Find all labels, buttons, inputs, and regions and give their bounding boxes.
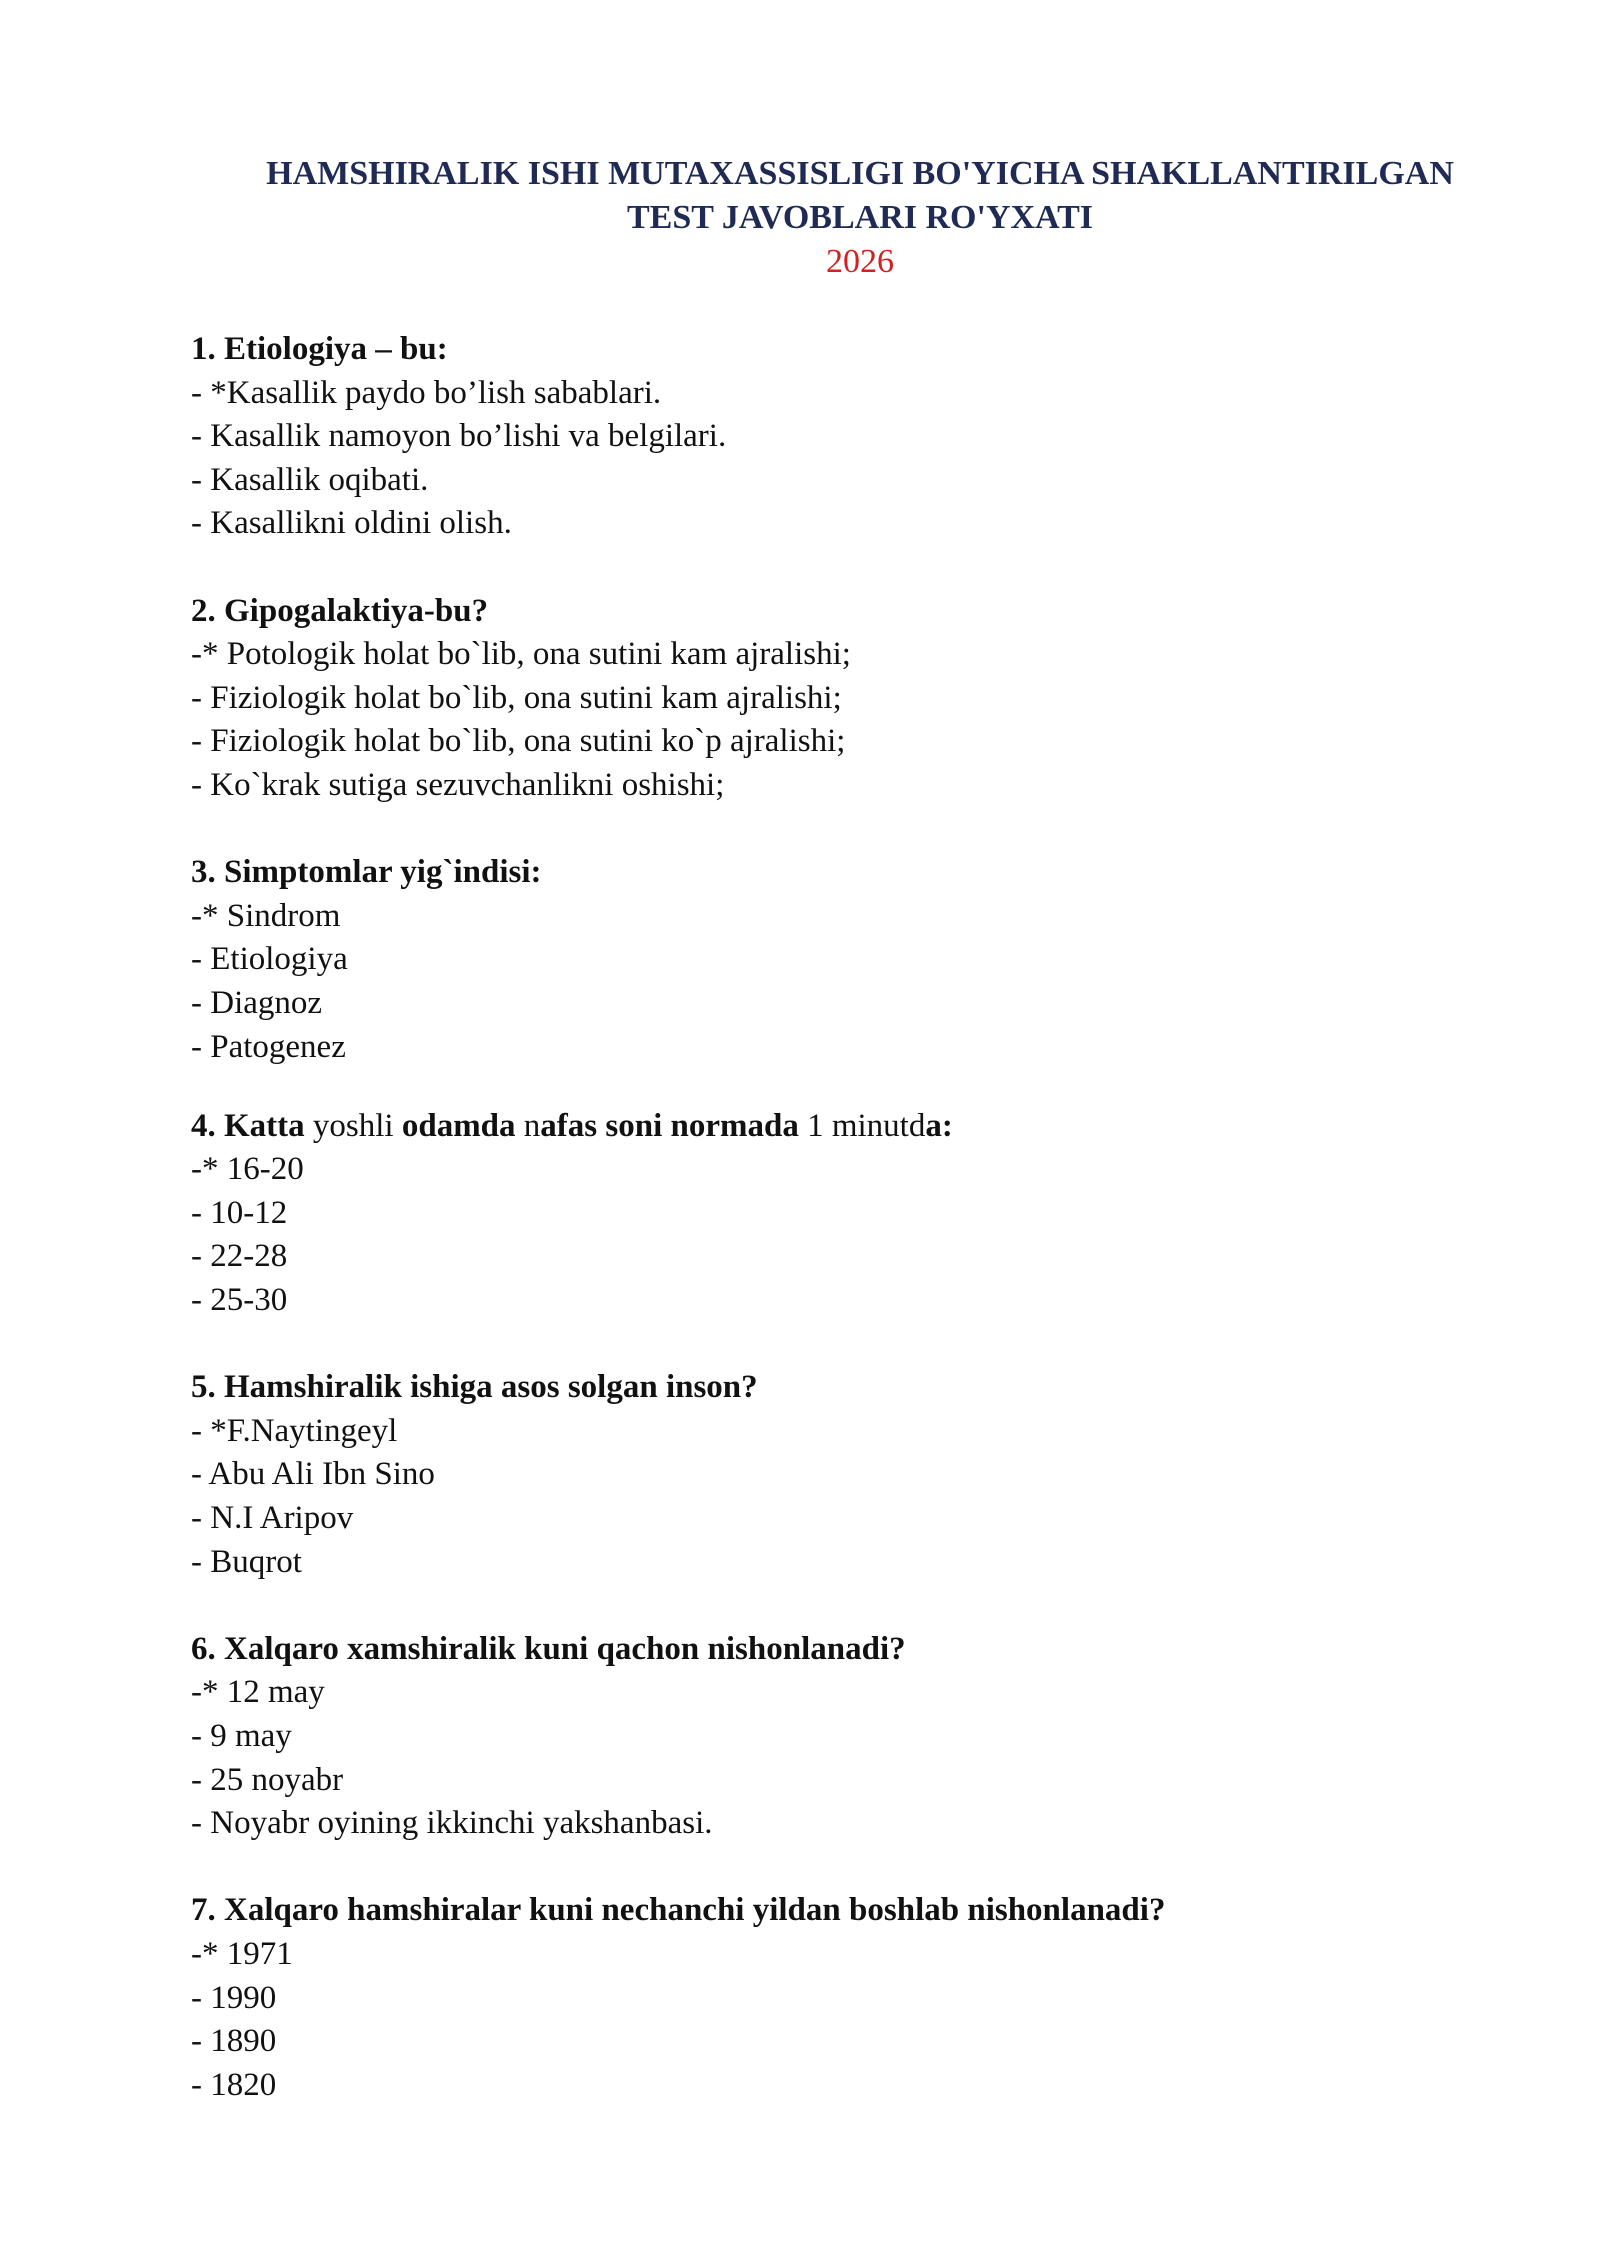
header-title-line-2: TEST JAVOBLARI RO'YXATI [626,199,1093,236]
question-title-part: yoshli [304,1107,402,1144]
answer-option: - 25 noyabr [191,1761,344,1798]
answer-option: - 22-28 [191,1238,288,1275]
question-3 [191,851,1511,1069]
answer-option: - 1890 [191,2023,277,2060]
answer-option: - Kasallik namoyon bo’lishi va belgilari. [191,418,727,455]
question-title: 1. Etiologiya – bu: [191,331,448,367]
question-title-part: n [515,1107,541,1144]
question-title: 6. Xalqaro xamshiralik kuni qachon nishonlanadi? [191,1630,906,1667]
question-title-part: 4. Katta [191,1107,305,1144]
answer-option: - Ko`krak sutiga sezuvchanlikni oshishi; [191,766,725,803]
question-title: 2. Gipogalaktiya-bu? [191,592,489,629]
answer-option: - 25-30 [191,1282,288,1319]
question-title: 3. Simptomlar yig`indisi: [191,854,542,891]
answer-option: - N.I Aripov [191,1500,354,1537]
answer-option: - 1990 [191,1979,277,2016]
question-list [191,328,1511,2151]
document-header [190,152,1530,284]
answer-option: -* 12 may [191,1674,325,1711]
answer-option: -* 16-20 [191,1151,304,1188]
header-title-line-1: HAMSHIRALIK ISHI MUTAXASSISLIGI BO'YICHA SHAKLLANTIRILGAN [266,155,1454,192]
question-title [191,1105,1511,1149]
answer-option: - 10-12 [191,1194,288,1231]
answer-option: - 9 may [191,1718,292,1754]
question-4 [191,1105,1511,1323]
answer-option: - Kasallik oqibati. [191,461,429,498]
question-title-part: 1 minutd [798,1107,926,1144]
question-title: 7. Xalqaro hamshiralar kuni nechanchi yildan boshlab nishonlanadi? [191,1892,1166,1929]
answer-option: - Noyabr oyining ikkinchi yakshanbasi. [191,1805,713,1842]
answer-option: - *F.Naytingeyl [191,1412,398,1449]
answer-option: -* Sindrom [191,897,341,934]
question-title-part: a: [925,1107,953,1144]
answer-option: -* Potologik holat bo`lib, ona sutini kam ajralishi; [191,636,851,673]
answer-option: - Etiologiya [191,941,348,978]
answer-option: - Fiziologik holat bo`lib, ona sutini kam ajralishi; [191,679,842,716]
answer-option: - 1820 [191,2066,277,2103]
question-title: 5. Hamshiralik ishiga asos solgan inson? [191,1369,758,1406]
question-title-part: afas soni normada [540,1107,799,1144]
question-2 [191,590,1511,808]
question-1 [191,328,1511,546]
answer-option: - Diagnoz [191,984,323,1021]
answer-option: -* 1971 [191,1935,293,1972]
header-year: 2026 [826,243,894,280]
question-7 [191,1889,1511,2107]
question-6 [191,1628,1511,1846]
answer-option: - Abu Ali Ibn Sino [191,1456,435,1493]
answer-option: - Patogenez [191,1028,346,1065]
question-title-part: odamda [401,1107,516,1144]
answer-option: - Fiziologik holat bo`lib, ona sutini ko`p ajralishi; [191,723,846,760]
answer-option: - Buqrot [191,1543,302,1580]
answer-option: - *Kasallik paydo bo’lish sabablari. [191,374,662,411]
answer-option: - Kasallikni oldini olish. [191,505,512,542]
question-5 [191,1366,1511,1584]
